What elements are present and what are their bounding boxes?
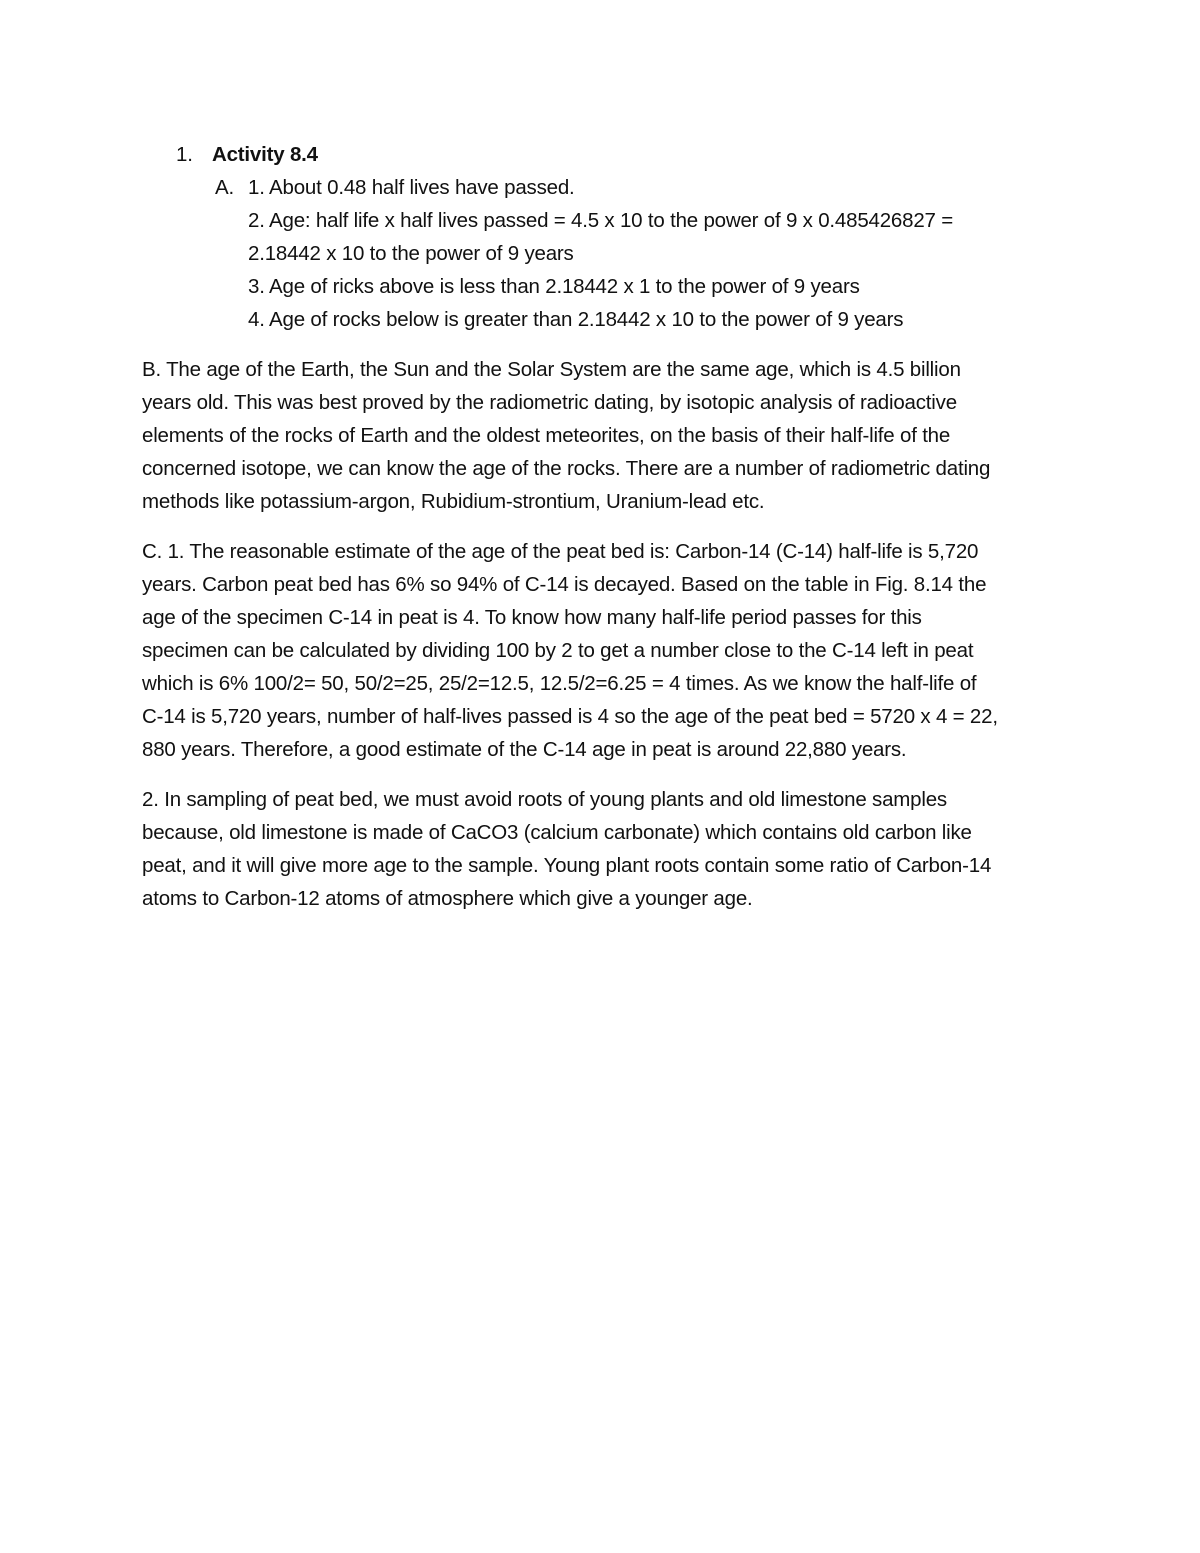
part-a-first-line [142,171,1072,204]
paragraph-c1-line: years. Carbon peat bed has 6% so 94% of C-14 is decayed. Based on the table in Fig. 8.14 the [142,573,987,596]
paragraph-c2-line: peat, and it will give more age to the sample. Young plant roots contain some ratio of Carbon-14 [142,854,992,877]
part-a-item-1: 1. About 0.48 half lives have passed. [248,176,575,199]
paragraph-c2-line: because, old limestone is made of CaCO3 (calcium carbonate) which contains old carbon like [142,821,972,844]
paragraph-b [142,353,1072,518]
paragraph-c1-line: specimen can be calculated by dividing 100 by 2 to get a number close to the C-14 left in peat [142,639,974,662]
part-a-item-2-continued: 2.18442 x 10 to the power of 9 years [248,242,574,265]
part-a-item-2: 2. Age: half life x half lives passed = 4.5 x 10 to the power of 9 x 0.485426827 = [248,209,954,232]
paragraph-c2 [142,783,1072,915]
paragraph-b-line: elements of the rocks of Earth and the oldest meteorites, on the basis of their half-life of the [142,424,951,447]
list-number: 1. [176,143,193,166]
document-body [142,138,1072,915]
paragraph-c2-line: 2. In sampling of peat bed, we must avoid roots of young plants and old limestone samples [142,788,947,811]
paragraph-b-line: B. The age of the Earth, the Sun and the Solar System are the same age, which is 4.5 billion [142,358,961,381]
paragraph-c1-line: which is 6% 100/2= 50, 50/2=25, 25/2=12.5, 12.5/2=6.25 = 4 times. As we know the half-life of [142,672,977,695]
part-a-items [248,204,1072,336]
activity-heading [142,138,1072,171]
paragraph-b-line: methods like potassium-argon, Rubidium-strontium, Uranium-lead etc. [142,490,765,513]
paragraph-c1 [142,535,1072,766]
part-a-marker: A. [215,176,234,199]
paragraph-c1-line: C. 1. The reasonable estimate of the age of the peat bed is: Carbon-14 (C-14) half-life is 5,720 [142,540,979,563]
paragraph-c2-line: atoms to Carbon-12 atoms of atmosphere which give a younger age. [142,887,753,910]
paragraph-c1-line: C-14 is 5,720 years, number of half-lives passed is 4 so the age of the peat bed = 5720 x 4 = 22, [142,705,998,728]
paragraph-b-line: years old. This was best proved by the radiometric dating, by isotopic analysis of radioactive [142,391,957,414]
paragraph-c1-line: age of the specimen C-14 in peat is 4. To know how many half-life period passes for this [142,606,922,629]
part-a-item-4: 4. Age of rocks below is greater than 2.18442 x 10 to the power of 9 years [248,308,904,331]
paragraph-c1-line: 880 years. Therefore, a good estimate of the C-14 age in peat is around 22,880 years. [142,738,907,761]
paragraph-b-line: concerned isotope, we can know the age of the rocks. There are a number of radiometric dating [142,457,991,480]
part-a-item-3: 3. Age of ricks above is less than 2.18442 x 1 to the power of 9 years [248,275,860,298]
activity-title: Activity 8.4 [212,143,318,166]
